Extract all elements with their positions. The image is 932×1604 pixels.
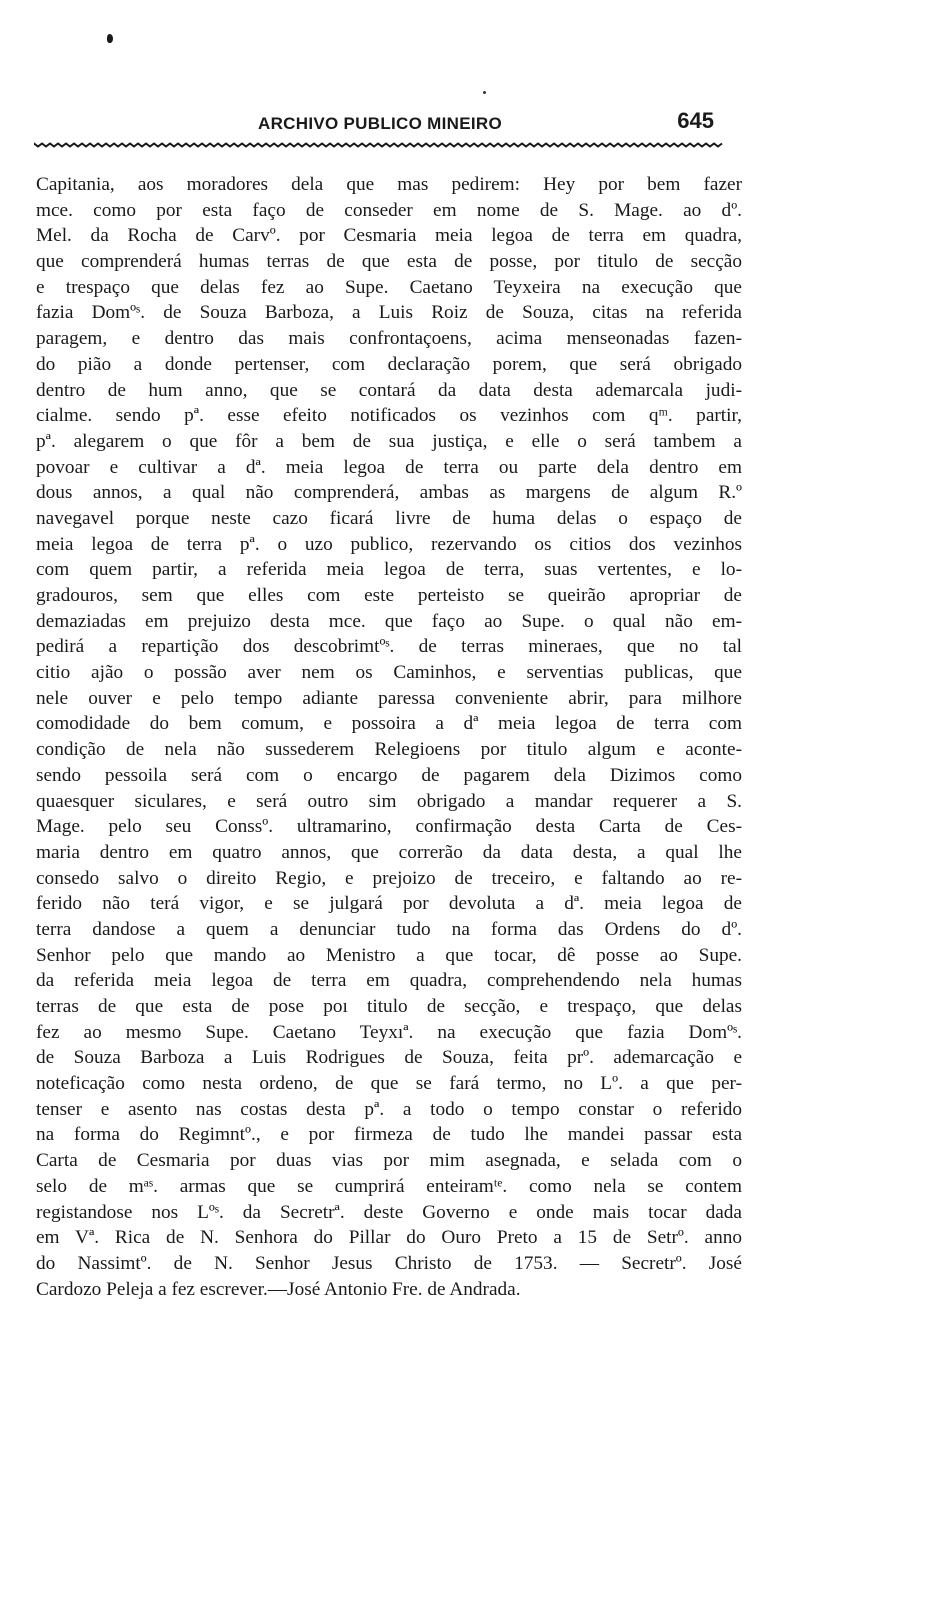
text-line: fazia Domºˢ. de Souza Barboza, a Luis Roiz de Souza, citas na referida bbox=[36, 302, 742, 324]
text-line: condição de nela não sussederem Relegioens por titulo algum e aconte- bbox=[36, 739, 742, 761]
text-line: navegavel porque neste cazo ficará livre de huma delas o espaço de bbox=[36, 507, 742, 529]
text-line: terras de que esta de pose poı titulo de secção, e trespaço, que delas bbox=[36, 996, 742, 1017]
ink-dot bbox=[483, 91, 486, 94]
text-line: citio ajão o possão aver nem os Caminhos, e serventias publicas, que bbox=[36, 662, 742, 684]
text-line: ferido não terá vigor, e se julgará por devoluta a dª. meia legoa de bbox=[36, 893, 742, 915]
page-header bbox=[40, 108, 728, 142]
text-line: mce. como por esta faço de conseder em nome de S. Mage. ao dº. bbox=[36, 199, 742, 221]
header-rule bbox=[34, 142, 724, 148]
text-line: pª. alegarem o que fôr a bem de sua justiça, e elle o será tambem a bbox=[36, 430, 742, 452]
text-line: fez ao mesmo Supe. Caetano Teyxıª. na execução que fazia Domºˢ. bbox=[36, 1021, 742, 1043]
text-line: Mel. da Rocha de Carvº. por Cesmaria meia legoa de terra em quadra, bbox=[36, 225, 742, 247]
text-line: noteficação como nesta ordeno, de que se fará termo, no Lº. a que per- bbox=[36, 1073, 742, 1095]
text-line: consedo salvo o direito Regio, e prejoizo de treceiro, e faltando ao re- bbox=[36, 867, 742, 889]
text-line: da referida meia legoa de terra em quadra, comprehendendo nela humas bbox=[36, 970, 742, 992]
text-line: Senhor pelo que mando ao Menistro a que tocar, dê posse ao Supe. bbox=[36, 944, 742, 966]
text-line: dous annos, a qual não comprenderá, ambas as margens de algum R.º bbox=[36, 482, 742, 504]
text-line: nele ouver e pelo tempo adiante paressa conveniente abrir, para milhore bbox=[36, 687, 742, 709]
running-title: ARCHIVO PUBLICO MINEIRO bbox=[258, 114, 502, 133]
text-line: de Souza Barboza a Luis Rodrigues de Souza, feita prº. ademarcação e bbox=[36, 1047, 742, 1069]
text-line: meia legoa de terra pª. o uzo publico, rezervando os citios dos vezinhos bbox=[36, 533, 742, 555]
text-line: que comprenderá humas terras de que esta de posse, por titulo de secção bbox=[36, 251, 742, 273]
text-line: comodidade do bem comum, e possoira a dª meia legoa de terra com bbox=[36, 713, 742, 735]
text-line: dentro de hum anno, que se contará da data desta ademarcala judi- bbox=[36, 379, 742, 401]
text-line: demaziadas em prejuizo desta mce. que faço ao Supe. o qual não em- bbox=[36, 610, 742, 632]
page-number: 645 bbox=[677, 108, 714, 133]
text-line: Capitania, aos moradores dela que mas pedirem: Hey por bem fazer bbox=[36, 174, 742, 195]
text-line: tenser e asento nas costas desta pª. a todo o tempo constar o referido bbox=[36, 1098, 742, 1120]
text-line: do Nassimtº. de N. Senhor Jesus Christo de 1753. — Secretrº. José bbox=[36, 1252, 742, 1274]
text-line: selo de mᵃˢ. armas que se cumprirá enteiramᵗᵉ. como nela se contem bbox=[36, 1175, 742, 1197]
text-line: em Vª. Rica de N. Senhora do Pillar do Ouro Preto a 15 de Setrº. anno bbox=[36, 1227, 742, 1249]
text-line: terra dandose a quem a denunciar tudo na forma das Ordens do dº. bbox=[36, 918, 742, 940]
text-line: registandose nos Lºˢ. da Secretrª. deste Governo e onde mais tocar dada bbox=[36, 1201, 742, 1223]
text-line: gradouros, sem que elles com este perteisto se queirão apropriar de bbox=[36, 585, 742, 606]
text-line: maria dentro em quatro annos, que correrão da data desta, a qual lhe bbox=[36, 841, 742, 863]
text-line: do pião a donde pertenser, com declaração porem, que será obrigado bbox=[36, 353, 742, 375]
ink-speck bbox=[107, 34, 113, 43]
text-line: sendo pessoila será com o encargo de pagarem dela Dizimos como bbox=[36, 764, 742, 786]
text-line: cialme. sendo pª. esse efeito notificados os vezinhos com qᵐ. partir, bbox=[36, 405, 742, 427]
text-line: Carta de Cesmaria por duas vias por mim asegnada, e selada com o bbox=[36, 1150, 742, 1172]
text-line: com quem partir, a referida meia legoa de terra, suas vertentes, e lo- bbox=[36, 559, 742, 581]
text-line: paragem, e dentro das mais confrontaçoens, acima menseonadas fazen- bbox=[36, 328, 742, 350]
text-line: na forma do Regimntº., e por firmeza de tudo lhe mandei passar esta bbox=[36, 1124, 742, 1146]
text-line: povoar e cultivar a dª. meia legoa de terra ou parte dela dentro em bbox=[36, 456, 742, 478]
text-line: quaesquer siculares, e será outro sim obrigado a mandar requerer a S. bbox=[36, 790, 742, 812]
text-line: e trespaço que delas fez ao Supe. Caetano Teyxeira na execução que bbox=[36, 276, 742, 298]
text-line: Cardozo Peleja a fez escrever.—José Antonio Fre. de Andrada. bbox=[36, 1278, 521, 1300]
text-line: pedirá a repartição dos descobrimtºˢ. de terras mineraes, que no tal bbox=[36, 636, 742, 658]
text-line: Mage. pelo seu Conssº. ultramarino, confirmação desta Carta de Ces- bbox=[36, 816, 742, 838]
document-body bbox=[36, 172, 742, 1302]
